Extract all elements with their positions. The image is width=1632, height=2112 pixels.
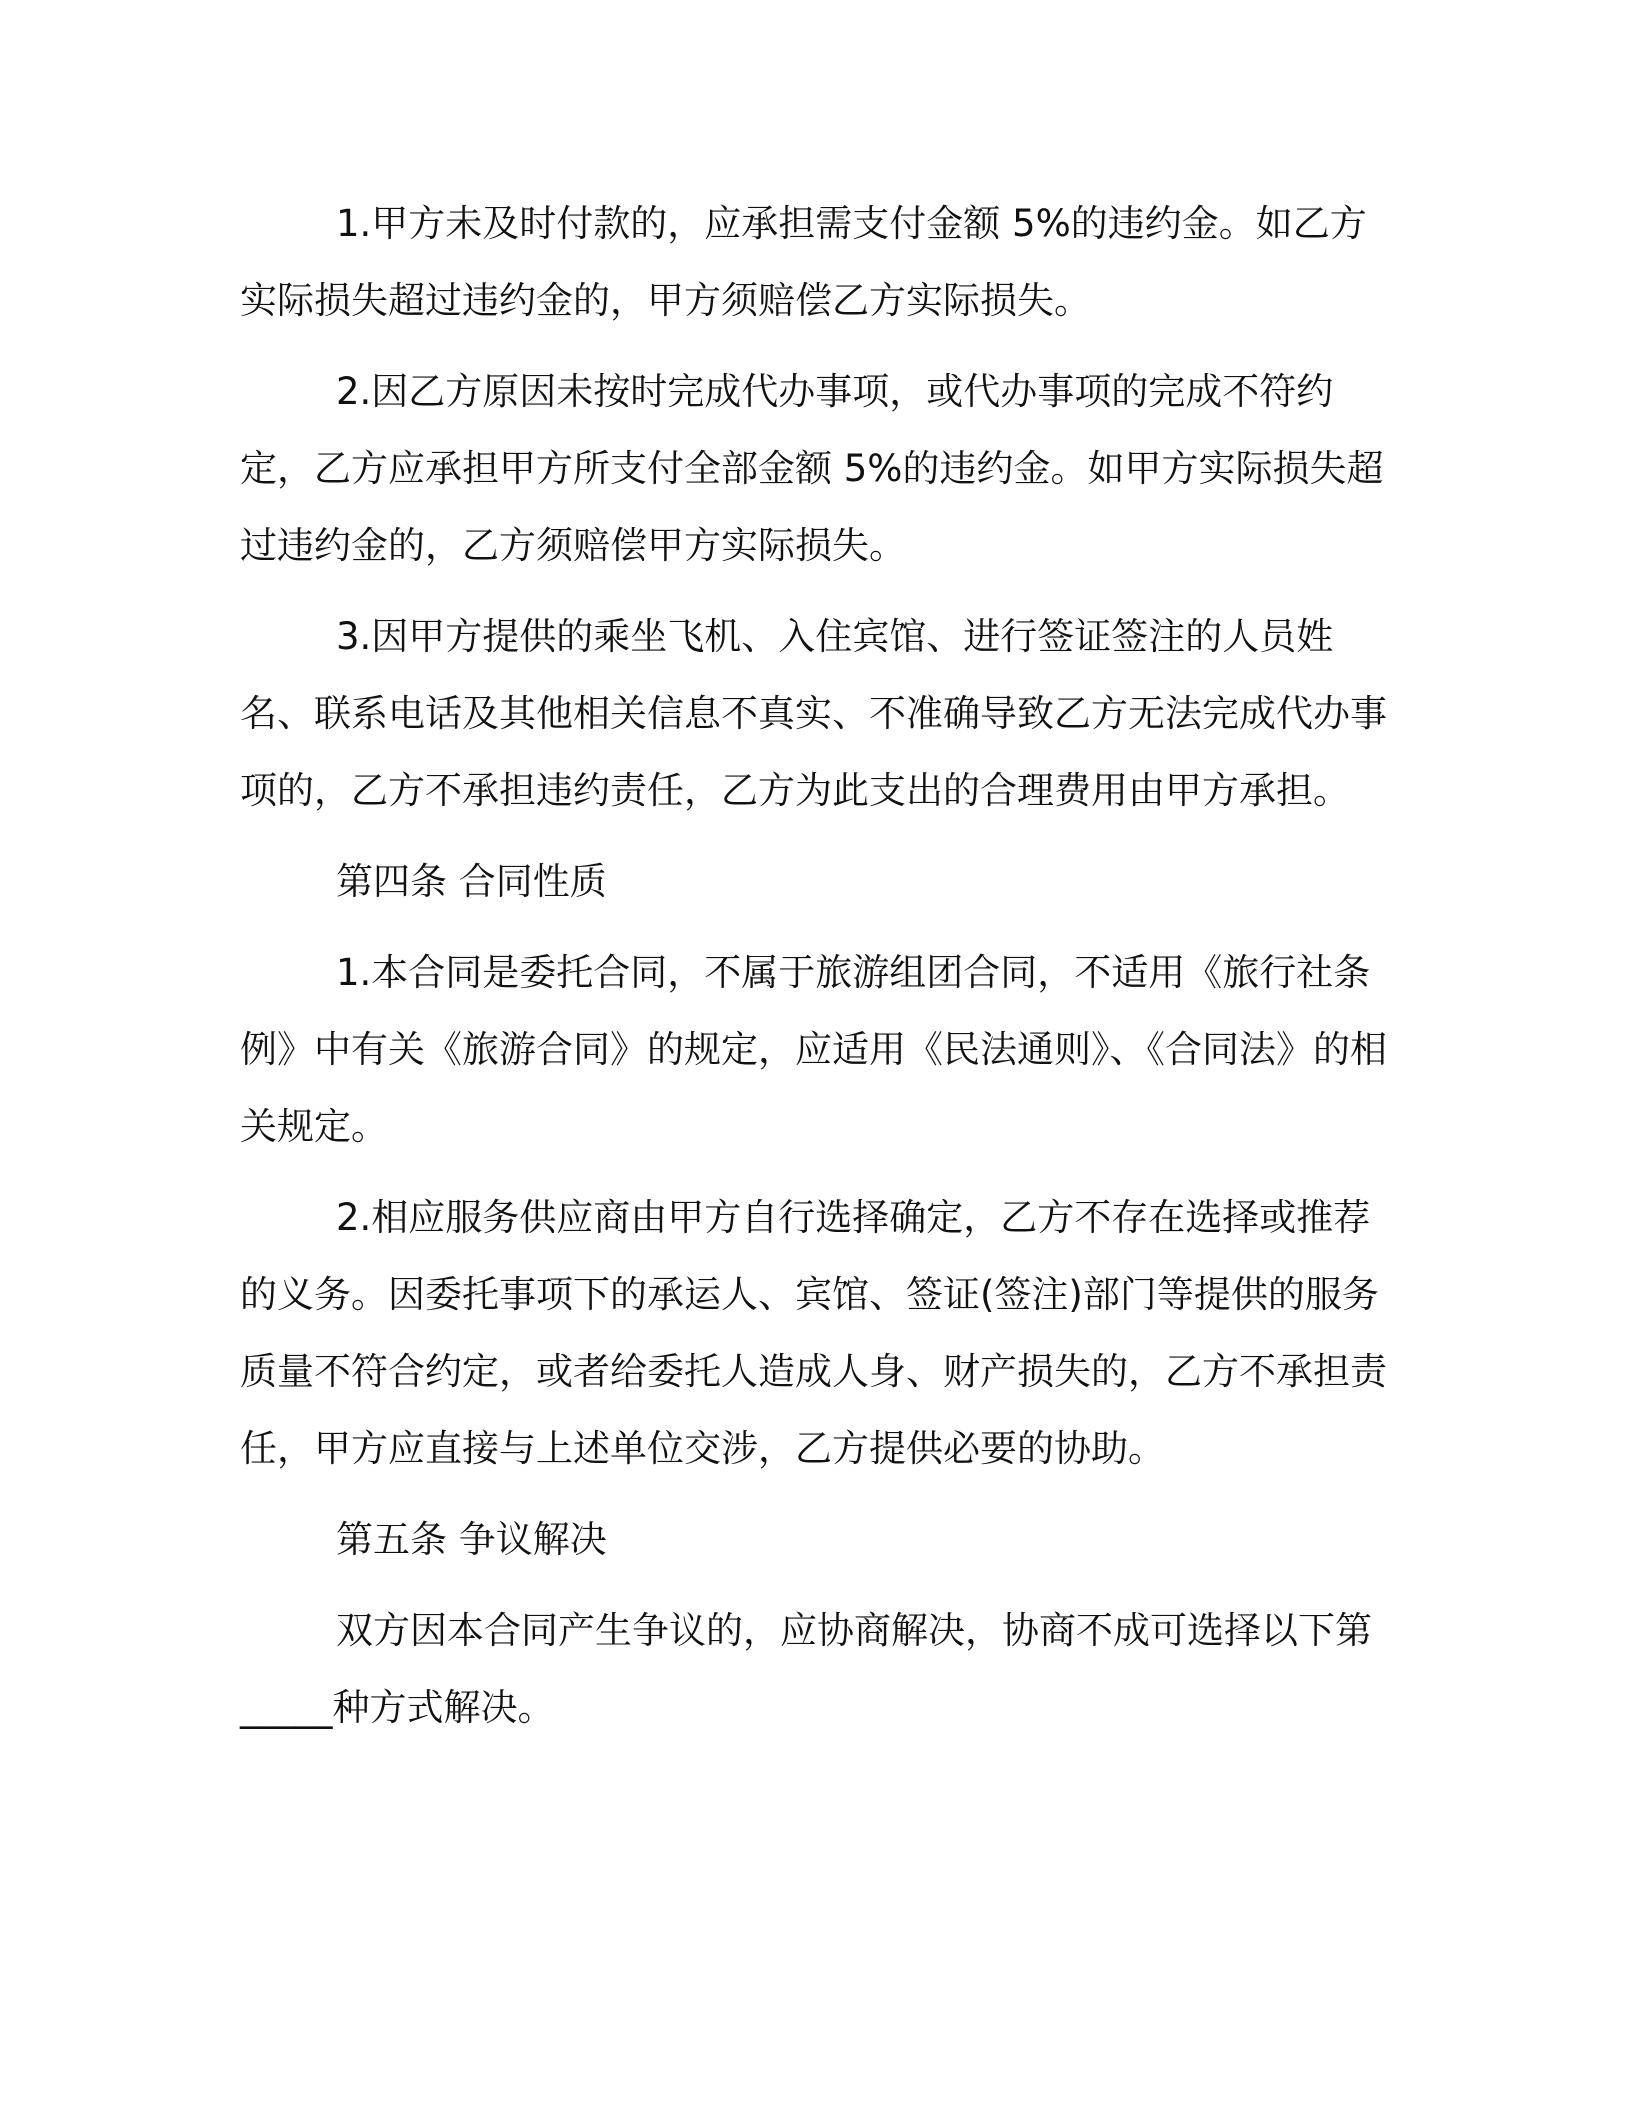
- article-4-item-1: 1.本合同是委托合同，不属于旅游组团合同，不适用《旅行社条例》中有关《旅游合同》的规定，应适用《民法通则》、《合同法》的相关规定。: [240, 951, 1387, 1148]
- article-5-blank-line: _____种方式解决。: [240, 1686, 555, 1729]
- article-4-item-2: 2.相应服务供应商由甲方自行选择确定，乙方不存在选择或推荐的义务。因委托事项下的承运人、宾馆、签证(签注)部门等提供的服务质量不符合约定，或者给委托人造成人身、财产损失的，乙方不承担责任，甲方应直接与上述单位交涉，乙方提供必要的协助。: [240, 1196, 1387, 1470]
- article-5-heading: 第五条 争议解决: [336, 1518, 607, 1561]
- clause-3-item-3: 3.因甲方提供的乘坐飞机、入住宾馆、进行签证签注的人员姓名、联系电话及其他相关信息不真实、不准确导致乙方无法完成代办事项的，乙方不承担违约责任，乙方为此支出的合理费用由甲方承担。: [240, 615, 1387, 812]
- article-4-heading: 第四条 合同性质: [336, 860, 607, 903]
- clause-3-item-1: 1.甲方未及时付款的，应承担需支付金额 5%的违约金。如乙方实际损失超过违约金的，甲方须赔偿乙方实际损失。: [240, 202, 1367, 322]
- document-page: [240, 185, 1390, 1746]
- article-5-text: 双方因本合同产生争议的，应协商解决，协商不成可选择以下第: [336, 1609, 1372, 1652]
- clause-3-item-2: 2.因乙方原因未按时完成代办事项，或代办事项的完成不符约定，乙方应承担甲方所支付全部金额 5%的违约金。如甲方实际损失超过违约金的，乙方须赔偿甲方实际损失。: [240, 370, 1384, 567]
